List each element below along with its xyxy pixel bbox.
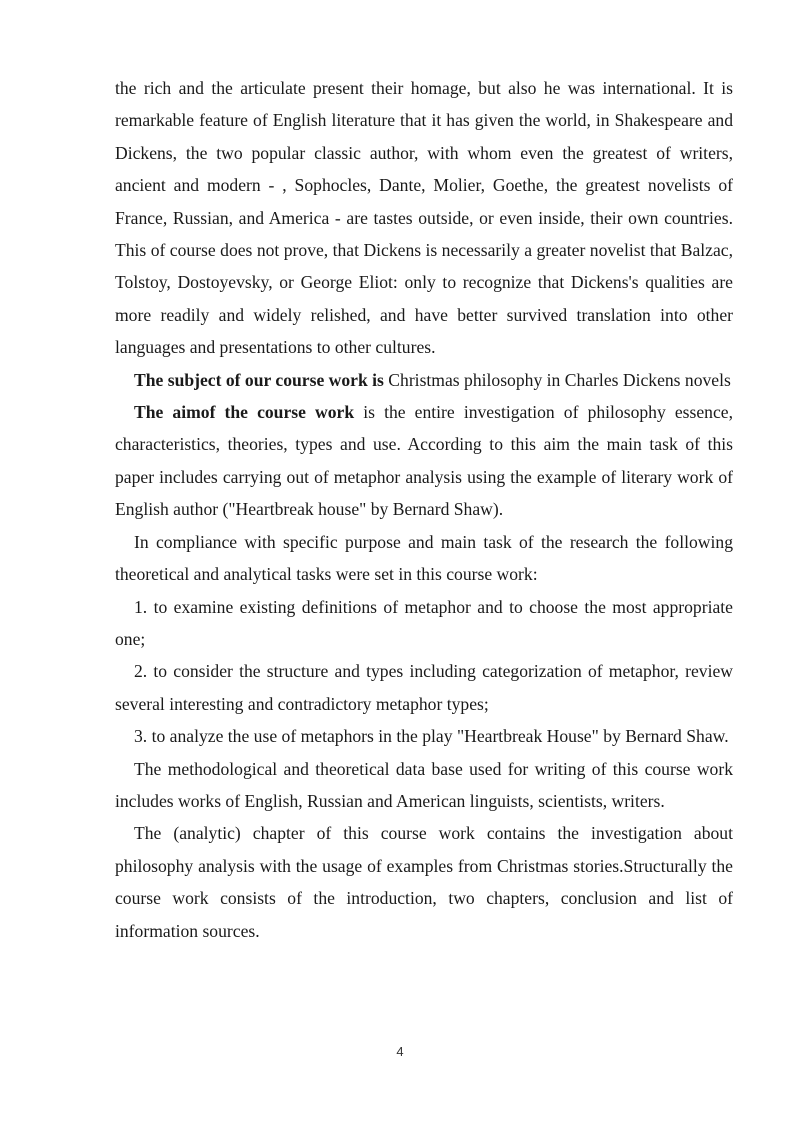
aim-label: The aimof the course work: [134, 402, 355, 423]
intro-paragraph: the rich and the articulate present their homage, but also he was international. It is remarkable feature of English literature that it has given the world, in Shakespeare and Dickens, the two popular classic author, with whom even the greatest of writers, ancient and modern - , Sophocles, Dante, Molier, Goethe, the greatest novelists of France, Russian, and America - are tastes outside, or even inside, their own countries. This of course does not prove, that Dickens is necessarily a greater novelist that Balzac, Tolstoy, Dostoyevsky, or George Eliot: only to recognize that Dickens's qualities are more readily and widely relished, and have better survived translation into other languages and presentations to other cultures.: [115, 78, 733, 358]
aim-paragraph: [115, 396, 733, 526]
body-text: [115, 72, 733, 947]
task-item-3: 3. to analyze the use of metaphors in the play "Heartbreak House" by Bernard Shaw.: [134, 726, 729, 747]
compliance-paragraph: In compliance with specific purpose and main task of the research the following theoretical and analytical tasks were set in this course work:: [115, 531, 733, 585]
chapter-paragraph: The (analytic) chapter of this course work contains the investigation about philosophy analysis with the usage of examples from Christmas stories.Structurally the course work consists of the introduction, two chapters, conclusion and list of information sources.: [115, 823, 733, 941]
aim-text: is the entire investigation of philosophy essence, characteristics, theories, types and use. According to this aim the main task of this paper includes carrying out of metaphor analysis using the example of literary work of English author ("Heartbreak house" by Bernard Shaw).: [115, 402, 733, 520]
page-number: 4: [396, 1044, 404, 1059]
subject-paragraph: [115, 364, 733, 396]
methodology-paragraph: The methodological and theoretical data base used for writing of this course work includes works of English, Russian and American linguists, scientists, writers.: [115, 758, 733, 811]
task-item-1: 1. to examine existing definitions of metaphor and to choose the most appropriate one;: [115, 596, 733, 649]
subject-label: The subject of our course work is: [134, 369, 384, 390]
subject-text: Christmas philosophy in Charles Dickens novels: [383, 369, 731, 390]
task-item-2: 2. to consider the structure and types including categorization of metaphor, review several interesting and contradictory metaphor types;: [115, 661, 733, 714]
